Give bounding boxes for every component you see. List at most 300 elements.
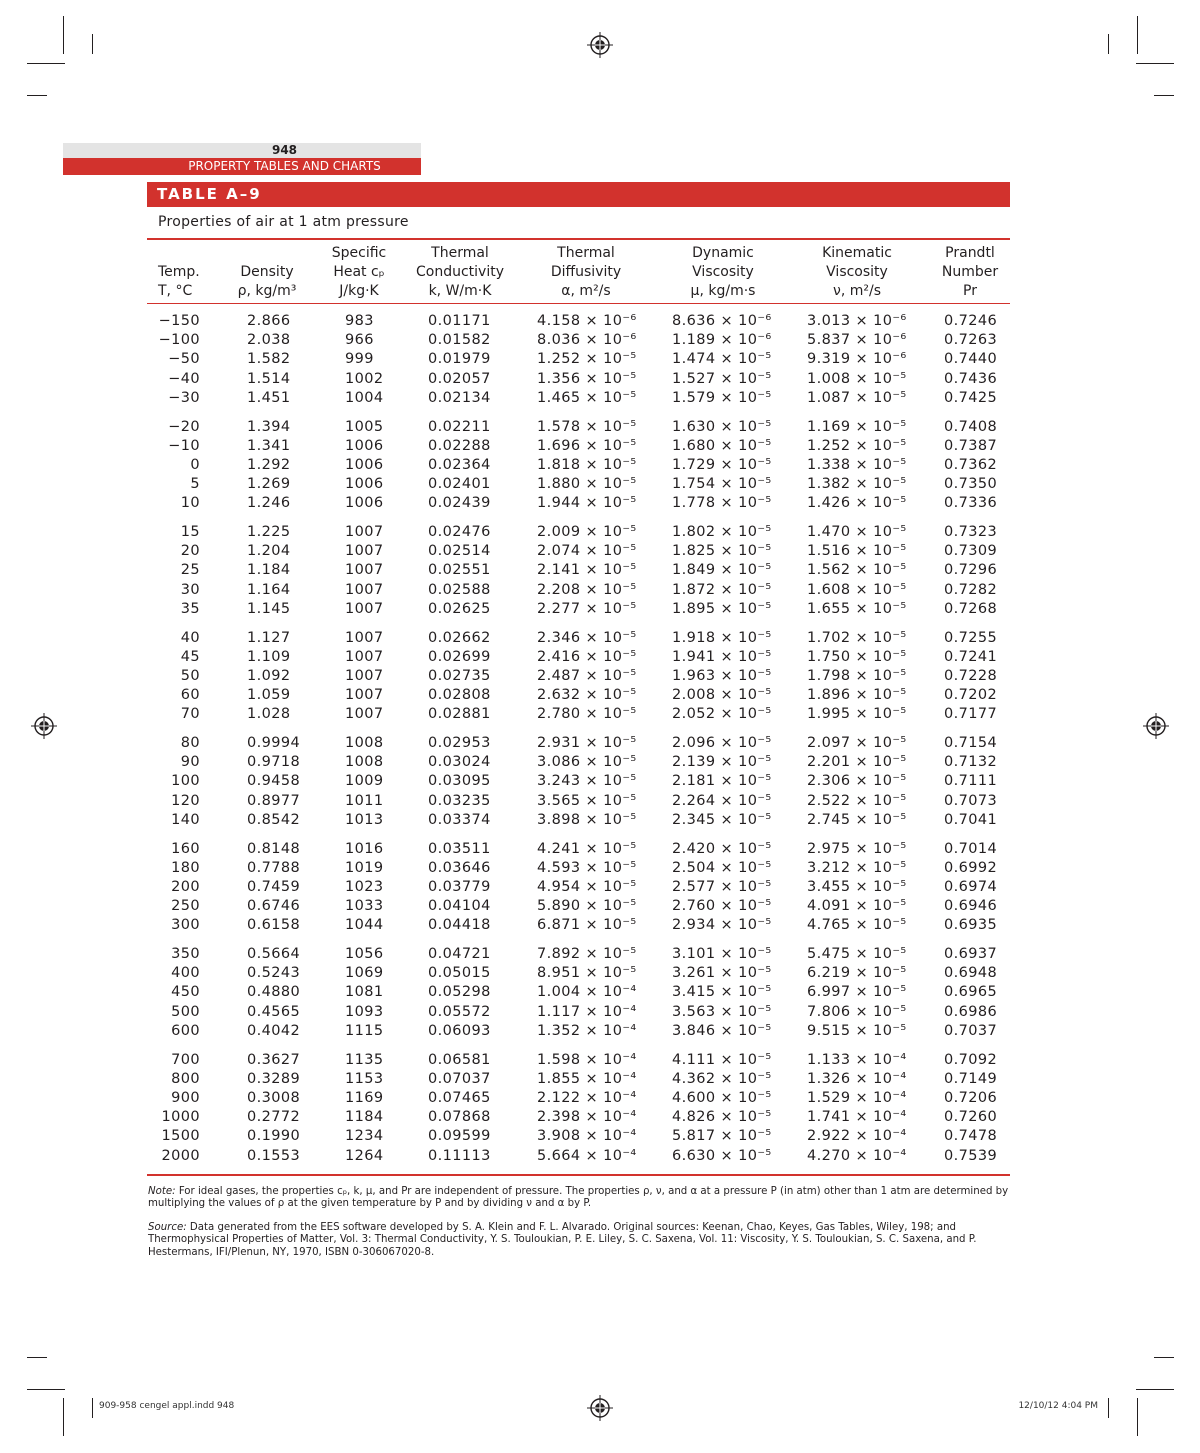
table-row xyxy=(0,916,1200,935)
table-cell: 4.270 × 10⁻⁴ xyxy=(807,1147,907,1164)
column-header-line: μ, kg/m·s xyxy=(690,283,756,299)
table-cell: 1115 xyxy=(345,1022,384,1039)
table-cell: 35 xyxy=(180,600,200,617)
page-number: 948 xyxy=(271,143,298,157)
crop-mark xyxy=(92,1398,93,1418)
file-slug: 909-958 cengel appl.indd 948 xyxy=(99,1401,235,1411)
table-label-bar xyxy=(147,182,1010,207)
table-cell: 0.05298 xyxy=(428,984,491,1001)
table-cell: 4.241 × 10⁻⁵ xyxy=(537,840,637,857)
table-cell: 0.1553 xyxy=(247,1147,301,1164)
table-cell: 5.817 × 10⁻⁵ xyxy=(672,1128,772,1145)
table-cell: 8.636 × 10⁻⁶ xyxy=(672,313,772,329)
table-cell: 1.630 × 10⁻⁵ xyxy=(672,418,772,435)
table-cell: 1007 xyxy=(345,667,384,684)
table-cell: 1.225 xyxy=(247,524,291,540)
table-cell: 15 xyxy=(180,524,200,540)
table-cell: 0.03024 xyxy=(428,754,491,771)
table-cell: 1.729 × 10⁻⁵ xyxy=(672,456,772,473)
table-row xyxy=(0,1089,1200,1108)
table-cell: 1.109 xyxy=(247,648,291,665)
table-cell: 0.01171 xyxy=(428,313,491,329)
table-cell: 1.818 × 10⁻⁵ xyxy=(537,456,637,473)
table-cell: 0.6965 xyxy=(944,984,998,1001)
table-cell: 1.008 × 10⁻⁵ xyxy=(807,370,907,387)
table-label: TABLE A–9 xyxy=(157,185,262,203)
table-cell: 9.515 × 10⁻⁵ xyxy=(807,1022,907,1039)
table-cell: 1006 xyxy=(345,437,384,454)
table-row xyxy=(0,945,1200,964)
table-row xyxy=(0,705,1200,724)
table-cell: 1.394 xyxy=(247,418,291,435)
crop-mark xyxy=(1136,63,1174,64)
table-cell: 0.7228 xyxy=(944,667,998,684)
column-header xyxy=(664,244,782,301)
table-cell: 0.7037 xyxy=(944,1022,998,1039)
table-cell: 0.02288 xyxy=(428,437,491,454)
table-cell: 1069 xyxy=(345,965,384,982)
table-cell: 0.7073 xyxy=(944,792,998,809)
table-row xyxy=(0,1022,1200,1041)
column-header-line: J/kg·K xyxy=(339,283,379,299)
header-bottom-rule xyxy=(147,303,1010,304)
table-cell: 1007 xyxy=(345,600,384,617)
table-cell: 1.608 × 10⁻⁵ xyxy=(807,581,907,598)
table-cell: 0.07868 xyxy=(428,1109,491,1126)
table-cell: 0.7111 xyxy=(944,773,998,790)
crop-mark xyxy=(27,95,47,96)
table-cell: 0.4565 xyxy=(247,1003,301,1020)
table-row xyxy=(0,312,1200,331)
table-cell: 0.3627 xyxy=(247,1051,301,1068)
table-cell: 0.7436 xyxy=(944,370,998,387)
table-cell: 0.03646 xyxy=(428,859,491,876)
table-cell: 1.896 × 10⁻⁵ xyxy=(807,687,907,704)
table-cell: 200 xyxy=(171,878,200,895)
table-cell: 0.7459 xyxy=(247,878,301,895)
table-row xyxy=(0,581,1200,600)
table-cell: −40 xyxy=(168,370,200,387)
table-cell: 160 xyxy=(171,840,200,857)
table-cell: 0.05015 xyxy=(428,965,491,982)
table-cell: 0.02735 xyxy=(428,667,491,684)
table-row xyxy=(0,686,1200,705)
table-cell: 999 xyxy=(345,351,374,368)
column-header-line: ρ, kg/m³ xyxy=(237,283,297,299)
table-cell: 6.219 × 10⁻⁵ xyxy=(807,965,907,982)
table-cell: 0.6992 xyxy=(944,859,998,876)
table-cell: 1.028 xyxy=(247,706,291,723)
table-row xyxy=(0,523,1200,542)
table-cell: 1008 xyxy=(345,754,384,771)
table-cell: 300 xyxy=(171,917,200,934)
table-cell: 0.7788 xyxy=(247,859,301,876)
table-cell: 5.475 × 10⁻⁵ xyxy=(807,946,907,962)
table-cell: 1.252 × 10⁻⁵ xyxy=(807,437,907,454)
table-cell: 0.7296 xyxy=(944,562,998,579)
table-row xyxy=(0,331,1200,350)
table-cell: 0.9994 xyxy=(247,735,301,751)
table-cell: 800 xyxy=(171,1070,200,1087)
table-cell: 0.03095 xyxy=(428,773,491,790)
table-cell: 1.133 × 10⁻⁴ xyxy=(807,1051,907,1068)
table-cell: 4.111 × 10⁻⁵ xyxy=(672,1051,772,1068)
table-cell: 2.866 xyxy=(247,313,291,329)
table-cell: 1056 xyxy=(345,946,384,962)
table-cell: 0.2772 xyxy=(247,1109,301,1126)
date-slug: 12/10/12 4:04 PM xyxy=(1018,1401,1098,1411)
column-header xyxy=(232,244,302,301)
table-cell: 2.504 × 10⁻⁵ xyxy=(672,859,772,876)
note-label: Note: xyxy=(148,1186,176,1197)
table-cell: 450 xyxy=(171,984,200,1001)
table-cell: 0.6935 xyxy=(944,917,998,934)
table-cell: 2.208 × 10⁻⁵ xyxy=(537,581,637,598)
column-header-line: Dynamic xyxy=(692,245,754,261)
table-cell: 3.565 × 10⁻⁵ xyxy=(537,792,637,809)
table-cell: 1.941 × 10⁻⁵ xyxy=(672,648,772,665)
table-cell: 70 xyxy=(180,706,200,723)
table-cell: 1005 xyxy=(345,418,384,435)
table-cell: 1.680 × 10⁻⁵ xyxy=(672,437,772,454)
table-cell: 2.975 × 10⁻⁵ xyxy=(807,840,907,857)
table-cell: 1000 xyxy=(161,1109,200,1126)
table-cell: 0.7014 xyxy=(944,840,998,857)
crop-mark xyxy=(63,1398,64,1436)
table-cell: 250 xyxy=(171,898,200,915)
column-header-line: Specific xyxy=(331,245,387,261)
table-cell: 0.6946 xyxy=(944,898,998,915)
table-cell: 1006 xyxy=(345,495,384,512)
crop-mark xyxy=(92,34,93,54)
column-header xyxy=(158,244,210,301)
table-cell: 0.02551 xyxy=(428,562,491,579)
table-cell: 120 xyxy=(171,792,200,809)
table-cell: −30 xyxy=(168,389,200,406)
table-cell: 2.934 × 10⁻⁵ xyxy=(672,917,772,934)
table-cell: 0.02588 xyxy=(428,581,491,598)
table-cell: 2.141 × 10⁻⁵ xyxy=(537,562,637,579)
table-cell: 1.825 × 10⁻⁵ xyxy=(672,543,772,560)
table-cell: 1002 xyxy=(345,370,384,387)
table-cell: 1.087 × 10⁻⁵ xyxy=(807,389,907,406)
table-cell: 2.420 × 10⁻⁵ xyxy=(672,840,772,857)
table-row xyxy=(0,1003,1200,1022)
table-cell: 30 xyxy=(180,581,200,598)
table-cell: 0.7202 xyxy=(944,687,998,704)
table-cell: 1.516 × 10⁻⁵ xyxy=(807,543,907,560)
table-cell: 2.096 × 10⁻⁵ xyxy=(672,735,772,751)
table-cell: 1007 xyxy=(345,543,384,560)
table-cell: 3.101 × 10⁻⁵ xyxy=(672,946,772,962)
crop-mark xyxy=(27,1357,47,1358)
table-cell: 1.750 × 10⁻⁵ xyxy=(807,648,907,665)
table-cell: 1.598 × 10⁻⁴ xyxy=(537,1051,637,1068)
table-cell: 0.01582 xyxy=(428,332,491,349)
table-cell: 2.522 × 10⁻⁵ xyxy=(807,792,907,809)
table-cell: 1.529 × 10⁻⁴ xyxy=(807,1089,907,1106)
table-row xyxy=(0,753,1200,772)
table-cell: 1.918 × 10⁻⁵ xyxy=(672,629,772,646)
table-cell: 2.201 × 10⁻⁵ xyxy=(807,754,907,771)
table-cell: 0.02625 xyxy=(428,600,491,617)
table-cell: 2.760 × 10⁻⁵ xyxy=(672,898,772,915)
table-cell: 2.139 × 10⁻⁵ xyxy=(672,754,772,771)
table-cell: 1.582 xyxy=(247,351,291,368)
table-cell: 0.7440 xyxy=(944,351,998,368)
table-cell: 2.122 × 10⁻⁴ xyxy=(537,1089,637,1106)
table-cell: 80 xyxy=(180,735,200,751)
table-cell: 180 xyxy=(171,859,200,876)
table-cell: 2.577 × 10⁻⁵ xyxy=(672,878,772,895)
note-text: For ideal gases, the properties cₚ, k, μ, and Pr are independent of pressure. The properties ρ, ν, and α at a pressure P (in atm) other than 1 atm are determined by multiplying the values of ρ at the given temperature by P and by dividing ν and α by P. xyxy=(148,1186,1009,1210)
table-cell: 1004 xyxy=(345,389,384,406)
table-cell: 20 xyxy=(180,543,200,560)
table-cell: 1.741 × 10⁻⁴ xyxy=(807,1109,907,1126)
table-cell: 1006 xyxy=(345,476,384,493)
table-bottom-rule xyxy=(147,1174,1010,1176)
table-cell: 0.06093 xyxy=(428,1022,491,1039)
table-row xyxy=(0,983,1200,1002)
table-cell: 0.02662 xyxy=(428,629,491,646)
table-cell: 3.415 × 10⁻⁵ xyxy=(672,984,772,1001)
table-row xyxy=(0,437,1200,456)
table-cell: 1009 xyxy=(345,773,384,790)
table-cell: 0.7309 xyxy=(944,543,998,560)
crop-mark xyxy=(1137,16,1138,54)
table-cell: 1.127 xyxy=(247,629,291,646)
table-source xyxy=(148,1222,1010,1259)
table-cell: 350 xyxy=(171,946,200,962)
table-cell: 1.655 × 10⁻⁵ xyxy=(807,600,907,617)
table-cell: −150 xyxy=(158,313,200,329)
table-cell: 2.922 × 10⁻⁴ xyxy=(807,1128,907,1145)
table-cell: 0.02699 xyxy=(428,648,491,665)
table-cell: 4.091 × 10⁻⁵ xyxy=(807,898,907,915)
registration-mark-icon xyxy=(587,32,613,58)
table-cell: 0.6158 xyxy=(247,917,301,934)
table-cell: 1.465 × 10⁻⁵ xyxy=(537,389,637,406)
table-cell: 1264 xyxy=(345,1147,384,1164)
table-cell: 0.1990 xyxy=(247,1128,301,1145)
table-cell: 1.514 xyxy=(247,370,291,387)
table-cell: 3.563 × 10⁻⁵ xyxy=(672,1003,772,1020)
table-cell: 700 xyxy=(171,1051,200,1068)
table-cell: 0.6974 xyxy=(944,878,998,895)
table-cell: 1.059 xyxy=(247,687,291,704)
table-cell: 0.6986 xyxy=(944,1003,998,1020)
table-note xyxy=(148,1186,1010,1211)
table-cell: 1044 xyxy=(345,917,384,934)
table-row xyxy=(0,542,1200,561)
table-cell: 0.02439 xyxy=(428,495,491,512)
table-cell: 5 xyxy=(190,476,200,493)
table-cell: 400 xyxy=(171,965,200,982)
table-row xyxy=(0,561,1200,580)
table-cell: 1033 xyxy=(345,898,384,915)
table-cell: 60 xyxy=(180,687,200,704)
crop-mark xyxy=(27,1389,65,1390)
table-cell: 1.995 × 10⁻⁵ xyxy=(807,706,907,723)
table-cell: 900 xyxy=(171,1089,200,1106)
table-row xyxy=(0,667,1200,686)
column-header xyxy=(928,244,1012,301)
table-cell: 0.04418 xyxy=(428,917,491,934)
table-row xyxy=(0,897,1200,916)
table-cell: 25 xyxy=(180,562,200,579)
table-cell: 0.05572 xyxy=(428,1003,491,1020)
table-row xyxy=(0,840,1200,859)
table-row xyxy=(0,792,1200,811)
table-row xyxy=(0,1147,1200,1166)
column-header-line: Prandtl xyxy=(945,245,995,261)
table-cell: 3.243 × 10⁻⁵ xyxy=(537,773,637,790)
table-cell: 0.7092 xyxy=(944,1051,998,1068)
table-cell: 1.004 × 10⁻⁴ xyxy=(537,984,637,1001)
table-cell: 1.352 × 10⁻⁴ xyxy=(537,1022,637,1039)
table-row xyxy=(0,475,1200,494)
table-cell: 1007 xyxy=(345,687,384,704)
table-cell: 1.382 × 10⁻⁵ xyxy=(807,476,907,493)
table-cell: 1023 xyxy=(345,878,384,895)
table-cell: 1011 xyxy=(345,792,384,809)
table-cell: 0.03779 xyxy=(428,878,491,895)
table-cell: 0.6948 xyxy=(944,965,998,982)
table-cell: 1007 xyxy=(345,581,384,598)
table-cell: 5.664 × 10⁻⁴ xyxy=(537,1147,637,1164)
table-cell: 0.02514 xyxy=(428,543,491,560)
column-header-line: Conductivity xyxy=(416,264,504,280)
table-cell: 0.3289 xyxy=(247,1070,301,1087)
table-row xyxy=(0,418,1200,437)
table-cell: 40 xyxy=(180,629,200,646)
table-cell: 966 xyxy=(345,332,374,349)
table-cell: 1234 xyxy=(345,1128,384,1145)
column-header xyxy=(803,244,911,301)
table-cell: 1.802 × 10⁻⁵ xyxy=(672,524,772,540)
table-cell: 2.264 × 10⁻⁵ xyxy=(672,792,772,809)
table-cell: 0.7241 xyxy=(944,648,998,665)
table-cell: 0.9718 xyxy=(247,754,301,771)
table-cell: 1.474 × 10⁻⁵ xyxy=(672,351,772,368)
table-cell: 0.7539 xyxy=(944,1147,998,1164)
table-cell: 0.02881 xyxy=(428,706,491,723)
table-caption: Properties of air at 1 atm pressure xyxy=(158,214,409,230)
table-cell: 1.849 × 10⁻⁵ xyxy=(672,562,772,579)
table-cell: 7.892 × 10⁻⁵ xyxy=(537,946,637,962)
table-row xyxy=(0,1108,1200,1127)
table-cell: 0.7425 xyxy=(944,389,998,406)
table-cell: 10 xyxy=(180,495,200,512)
table-cell: 3.013 × 10⁻⁶ xyxy=(807,313,907,329)
table-cell: 2000 xyxy=(161,1147,200,1164)
table-cell: 8.036 × 10⁻⁶ xyxy=(537,332,637,349)
column-header-line: Kinematic xyxy=(822,245,892,261)
table-row xyxy=(0,811,1200,830)
table-row xyxy=(0,1070,1200,1089)
table-cell: 1006 xyxy=(345,456,384,473)
table-cell: 0.06581 xyxy=(428,1051,491,1068)
table-cell: 1.855 × 10⁻⁴ xyxy=(537,1070,637,1087)
column-header-line: Viscosity xyxy=(826,264,888,280)
table-cell: 0.7255 xyxy=(944,629,998,646)
column-header-line: T, °C xyxy=(158,283,193,299)
column-header-line: Temp. xyxy=(158,264,200,280)
table-cell: 0.4042 xyxy=(247,1022,301,1039)
table-cell: 1007 xyxy=(345,562,384,579)
source-text: Data generated from the EES software developed by S. A. Klein and F. L. Alvarado. Original sources: Keenan, Chao, Keyes, Gas Tables, Wiley, 198; and Thermophysical Properties of Matter, Vol. 3: Thermal Conductivity, Y. S. Touloukian, P. E. Liley, S. C. Saxena, Vol. 11: Viscosity, Y. S. Touloukian, S. C. Saxena, and P. Hestermans, IFI/Plenun, NY, 1970, ISBN 0-306067020-8. xyxy=(148,1222,977,1258)
table-top-rule xyxy=(147,238,1010,240)
table-cell: 1007 xyxy=(345,629,384,646)
table-cell: 2.487 × 10⁻⁵ xyxy=(537,667,637,684)
table-cell: 1081 xyxy=(345,984,384,1001)
table-cell: 0.07465 xyxy=(428,1089,491,1106)
table-cell: 2.181 × 10⁻⁵ xyxy=(672,773,772,790)
table-row xyxy=(0,1051,1200,1070)
table-cell: 0.03374 xyxy=(428,811,491,828)
column-header-line: Diffusivity xyxy=(550,264,622,280)
table-cell: 4.954 × 10⁻⁵ xyxy=(537,878,637,895)
table-cell: 0.07037 xyxy=(428,1070,491,1087)
table-cell: 0.01979 xyxy=(428,351,491,368)
table-cell: 2.008 × 10⁻⁵ xyxy=(672,687,772,704)
table-cell: 0.09599 xyxy=(428,1128,491,1145)
table-cell: 1.356 × 10⁻⁵ xyxy=(537,370,637,387)
table-cell: 1153 xyxy=(345,1070,384,1087)
table-cell: 0.7132 xyxy=(944,754,998,771)
table-cell: 1.169 × 10⁻⁵ xyxy=(807,418,907,435)
table-cell: 9.319 × 10⁻⁶ xyxy=(807,351,907,368)
table-cell: 0.7177 xyxy=(944,706,998,723)
crop-mark xyxy=(1154,1357,1174,1358)
table-row xyxy=(0,600,1200,619)
table-cell: 0.7336 xyxy=(944,495,998,512)
table-cell: 0.7408 xyxy=(944,418,998,435)
table-cell: 1016 xyxy=(345,840,384,857)
table-cell: 2.632 × 10⁻⁵ xyxy=(537,687,637,704)
table-cell: 5.837 × 10⁻⁶ xyxy=(807,332,907,349)
table-cell: 1007 xyxy=(345,706,384,723)
table-cell: 1.341 xyxy=(247,437,291,454)
table-cell: 0.02953 xyxy=(428,735,491,751)
table-cell: 1135 xyxy=(345,1051,384,1068)
table-cell: 2.416 × 10⁻⁵ xyxy=(537,648,637,665)
table-cell: 983 xyxy=(345,313,374,329)
table-cell: −20 xyxy=(168,418,200,435)
table-cell: 2.277 × 10⁻⁵ xyxy=(537,600,637,617)
table-cell: 2.074 × 10⁻⁵ xyxy=(537,543,637,560)
section-title: PROPERTY TABLES AND CHARTS xyxy=(188,159,381,173)
table-cell: 0.7268 xyxy=(944,600,998,617)
table-cell: 1184 xyxy=(345,1109,384,1126)
table-row xyxy=(0,878,1200,897)
table-cell: 2.345 × 10⁻⁵ xyxy=(672,811,772,828)
table-cell: 1.117 × 10⁻⁴ xyxy=(537,1003,637,1020)
table-row xyxy=(0,964,1200,983)
table-cell: 0.4880 xyxy=(247,984,301,1001)
table-cell: 1.778 × 10⁻⁵ xyxy=(672,495,772,512)
table-cell: 1.895 × 10⁻⁵ xyxy=(672,600,772,617)
table-cell: 0.7149 xyxy=(944,1070,998,1087)
table-cell: 1093 xyxy=(345,1003,384,1020)
table-cell: 2.931 × 10⁻⁵ xyxy=(537,735,637,751)
table-cell: 500 xyxy=(171,1003,200,1020)
table-cell: 1019 xyxy=(345,859,384,876)
crop-mark xyxy=(1108,1398,1109,1418)
table-cell: 0.11113 xyxy=(428,1147,491,1164)
table-cell: 3.898 × 10⁻⁵ xyxy=(537,811,637,828)
crop-mark xyxy=(1137,1398,1138,1436)
